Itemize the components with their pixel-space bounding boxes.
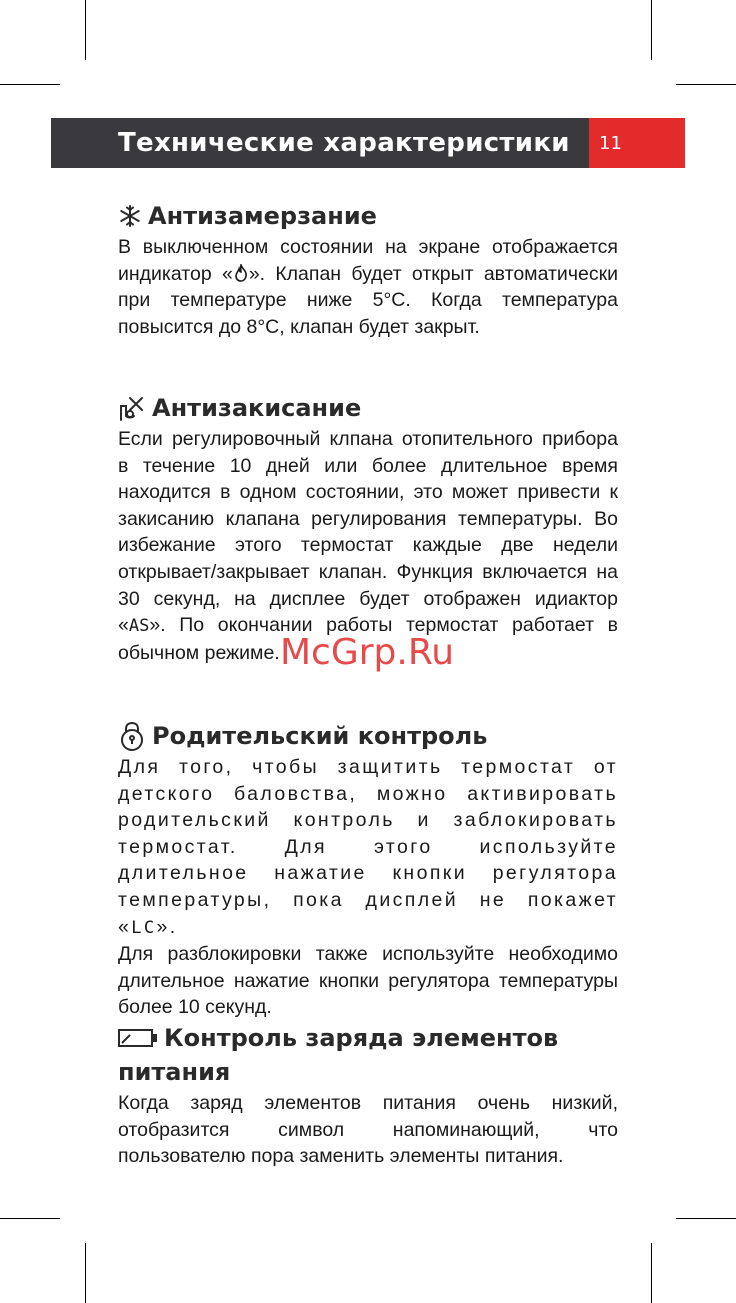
section-battery <box>118 1022 618 1170</box>
lock-icon <box>118 721 146 751</box>
crop-mark <box>676 1218 736 1219</box>
section-title-cont: питания <box>118 1058 231 1086</box>
crop-mark <box>651 1243 652 1303</box>
watermark: McGrp.Ru <box>280 632 455 673</box>
crop-mark <box>85 0 86 60</box>
crop-mark <box>676 84 736 85</box>
crop-mark <box>0 84 60 85</box>
valve-cross-icon <box>118 394 146 422</box>
page-title: Технические характеристики <box>118 128 570 158</box>
section-title: Контроль заряда элементов <box>164 1024 559 1052</box>
snowflake-icon <box>118 204 142 228</box>
section-text: Когда заряд элементов питания очень низкий, отобразится символ напоминающий, что пользователю пора заменить элементы питания. <box>118 1092 618 1168</box>
section-anticalc <box>118 392 618 666</box>
crop-mark <box>0 1218 60 1219</box>
section-title: Родительский контроль <box>152 722 488 750</box>
section-text: Если регулировочный клпана отопительного прибора в течение 10 дней или более длительное время находится в одном состоянии, это может привести к закисанию клапана регулирования температуры. Во избежание этого термостат каждые две недели открывает/закрывает клапан. Функция включается на 30 секунд, на дисплее будет отображен идиактор «AS». По окончании работы термостат работает в обычном режиме. <box>118 428 618 664</box>
section-antifreeze <box>118 200 618 340</box>
page-header <box>51 118 685 168</box>
section-title: Антизамерзание <box>148 202 377 230</box>
page-number: 11 <box>589 118 685 168</box>
section-title: Антизакисание <box>152 394 362 422</box>
section-text: Для того, чтобы защитить термостат от детского баловства, можно активировать родительский контроль и заблокировать термостат. Для этого используйте длительное нажатие кнопки регулятора температуры, пока дисплей не покажет «LC». <box>118 756 618 938</box>
section-text-2: Для разблокировки также используйте необходимо длительное нажатие кнопки регулятора температуры более 10 секунд. <box>118 943 618 1019</box>
section-text: В выключенном состоянии на экране отображается индикатор « ». Клапан будет открыт автоматически при температуре ниже 5°C. Когда температура повысится до 8°C, клапан будет закрыт. <box>118 236 618 338</box>
display-code-lc: LC <box>131 917 157 938</box>
battery-low-icon <box>118 1027 158 1049</box>
crop-mark <box>651 0 652 60</box>
display-code-as: AS <box>128 616 150 637</box>
crop-mark <box>85 1243 86 1303</box>
flame-icon <box>233 263 249 285</box>
section-parental <box>118 720 618 1021</box>
